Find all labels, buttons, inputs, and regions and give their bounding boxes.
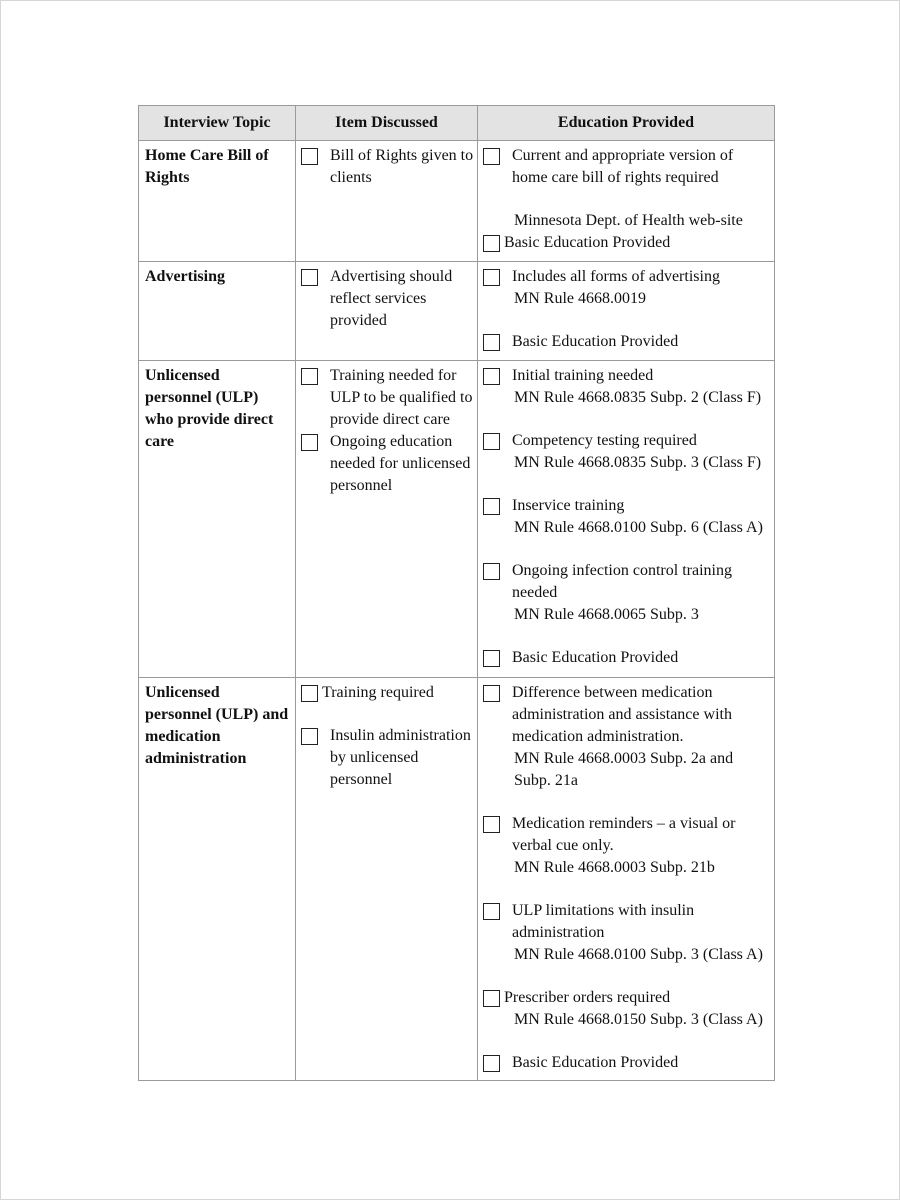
education-text: Initial training needed [512, 367, 654, 384]
item-text: Ongoing education needed for unlicensed personnel [330, 433, 471, 494]
checkbox[interactable] [483, 235, 500, 252]
rule-reference: MN Rule 4668.0835 Subp. 2 (Class F) [514, 389, 762, 406]
basic-education-item [483, 1052, 771, 1074]
checkbox[interactable] [483, 1055, 500, 1072]
items-cell [296, 262, 478, 361]
education-item [483, 266, 771, 288]
education-text: Ongoing infection control training needed [512, 562, 732, 601]
basic-education-label: Basic Education Provided [504, 234, 671, 251]
education-text: Inservice training [512, 497, 625, 514]
item-insulin-administration [301, 725, 474, 791]
basic-education-label: Basic Education Provided [512, 649, 679, 666]
checkbox[interactable] [301, 148, 318, 165]
topic-label: Advertising [145, 268, 225, 285]
education-cell [478, 141, 775, 262]
items-cell [296, 678, 478, 1081]
checkbox[interactable] [483, 148, 500, 165]
topic-cell [139, 678, 296, 1081]
basic-education-label: Basic Education Provided [512, 1054, 679, 1071]
table-row [139, 678, 775, 1081]
education-item [483, 900, 771, 944]
education-text: Includes all forms of advertising [512, 268, 720, 285]
item-training-required [301, 682, 474, 704]
topic-cell [139, 262, 296, 361]
topic-label: Home Care Bill of Rights [145, 147, 269, 186]
basic-education-item [483, 331, 771, 353]
rule-reference: MN Rule 4668.0835 Subp. 3 (Class F) [514, 454, 762, 471]
education-item [483, 987, 771, 1009]
education-item [483, 682, 771, 748]
topic-label: Unlicensed personnel (ULP) who provide direct care [145, 367, 274, 450]
items-cell [296, 361, 478, 678]
education-text: Competency testing required [512, 432, 697, 449]
checkbox[interactable] [301, 269, 318, 286]
topic-cell [139, 361, 296, 678]
education-item [483, 813, 771, 857]
item-advertising [301, 266, 474, 332]
checkbox[interactable] [301, 434, 318, 451]
header-row [139, 106, 775, 141]
education-text: ULP limitations with insulin administration [512, 902, 695, 941]
interview-checklist-table [138, 105, 775, 1081]
checkbox[interactable] [301, 685, 318, 702]
checkbox[interactable] [483, 563, 500, 580]
item-training-needed [301, 365, 474, 431]
item-text: Advertising should reflect services provided [330, 268, 453, 329]
education-item [483, 495, 771, 517]
rule-reference: MN Rule 4668.0100 Subp. 3 (Class A) [514, 946, 763, 963]
education-item [483, 560, 771, 604]
item-bill-of-rights [301, 145, 474, 189]
checkbox[interactable] [483, 498, 500, 515]
education-note: Minnesota Dept. of Health web-site [514, 212, 743, 229]
checkbox[interactable] [483, 433, 500, 450]
basic-education-item [483, 647, 771, 669]
topic-cell [139, 141, 296, 262]
rule-reference: MN Rule 4668.0019 [514, 290, 646, 307]
rule-reference: MN Rule 4668.0003 Subp. 2a and Subp. 21a [514, 750, 734, 789]
rule-reference: MN Rule 4668.0150 Subp. 3 (Class A) [514, 1011, 763, 1028]
item-text: Insulin administration by unlicensed personnel [330, 727, 471, 788]
basic-education-item [483, 232, 771, 254]
education-cell [478, 262, 775, 361]
table-row [139, 141, 775, 262]
checkbox[interactable] [483, 334, 500, 351]
education-item [483, 430, 771, 452]
item-text: Bill of Rights given to clients [330, 147, 474, 186]
education-text: Prescriber orders required [504, 989, 671, 1006]
table-row [139, 361, 775, 678]
checkbox[interactable] [483, 368, 500, 385]
education-text: Difference between medication administration and assistance with medication administration. [512, 684, 732, 745]
rule-reference: MN Rule 4668.0065 Subp. 3 [514, 606, 699, 623]
item-text: Training needed for ULP to be qualified to provide direct care [330, 367, 473, 428]
education-text: Medication reminders – a visual or verbal cue only. [512, 815, 736, 854]
checkbox[interactable] [301, 368, 318, 385]
education-text: Current and appropriate version of home care bill of rights required [512, 147, 734, 186]
rule-reference: MN Rule 4668.0003 Subp. 21b [514, 859, 715, 876]
header-interview-topic: Interview Topic [139, 106, 296, 141]
item-ongoing-education [301, 431, 474, 497]
rule-reference: MN Rule 4668.0100 Subp. 6 (Class A) [514, 519, 763, 536]
items-cell [296, 141, 478, 262]
checkbox[interactable] [483, 816, 500, 833]
education-cell [478, 678, 775, 1081]
education-item [483, 365, 771, 387]
checkbox[interactable] [483, 903, 500, 920]
header-education-provided: Education Provided [478, 106, 775, 141]
checkbox[interactable] [483, 685, 500, 702]
topic-label: Unlicensed personnel (ULP) and medication administration [145, 684, 289, 767]
education-item [483, 145, 771, 189]
education-cell [478, 361, 775, 678]
basic-education-label: Basic Education Provided [512, 333, 679, 350]
header-item-discussed: Item Discussed [296, 106, 478, 141]
table-row [139, 262, 775, 361]
checkbox[interactable] [483, 650, 500, 667]
checkbox[interactable] [483, 269, 500, 286]
item-text: Training required [322, 684, 434, 701]
checkbox[interactable] [483, 990, 500, 1007]
checkbox[interactable] [301, 728, 318, 745]
